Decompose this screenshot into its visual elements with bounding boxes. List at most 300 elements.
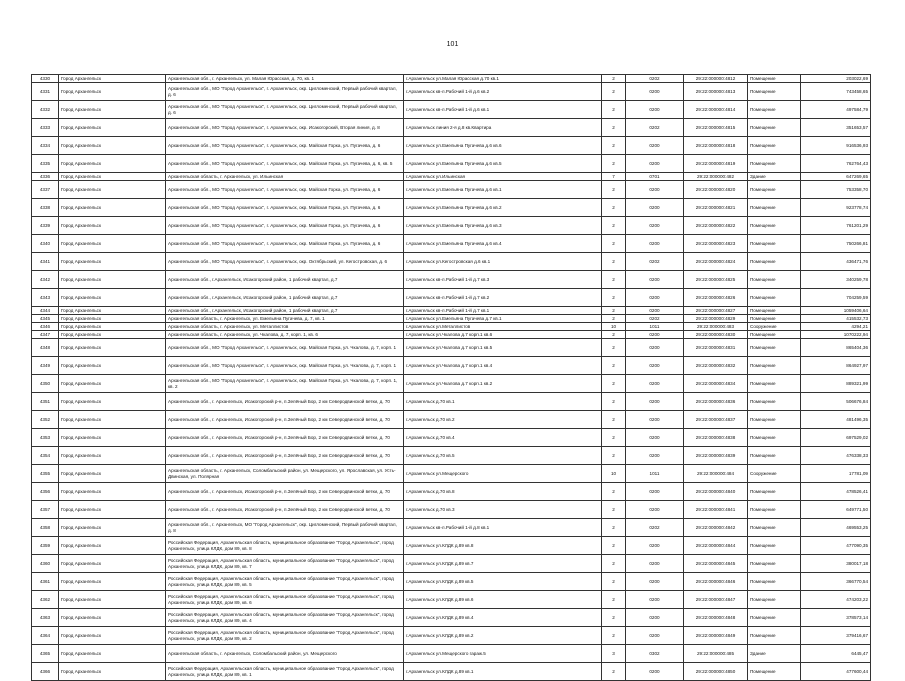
- owner-cell: Город Архангельск: [59, 181, 166, 199]
- class-code-cell: 2: [602, 331, 626, 339]
- row-number: 4357: [32, 501, 59, 519]
- cadastral-value-cell: 436471,76: [801, 253, 871, 271]
- type-code-cell: 0200: [626, 573, 684, 591]
- row-number: 4360: [32, 555, 59, 573]
- class-code-cell: 3: [602, 645, 626, 663]
- owner-cell: Город Архангельск: [59, 155, 166, 173]
- table-row: [32, 253, 871, 271]
- cadastral-number-cell: 29:22:000000:4813: [684, 83, 748, 101]
- object-type-cell: Помещение: [748, 307, 801, 315]
- address-cell: Архангельская область, г. Архангельск, Соломбальский район, ул. Мещерского: [166, 645, 404, 663]
- type-code-cell: 0202: [626, 519, 684, 537]
- cadastral-number-cell: 29:22:000000:4830: [684, 331, 748, 339]
- cadastral-number-cell: 29:22:000000:4826: [684, 289, 748, 307]
- address-cell: Архангельская обл., г. Архангельск, Исакогорский р-н, п.Зелёный Бор, 2 км Северодвинской ветки, д. 70: [166, 483, 404, 501]
- cadastral-number-cell: 29:22:000000:4838: [684, 429, 748, 447]
- type-code-cell: 0200: [626, 429, 684, 447]
- cadastral-value-cell: 864927,97: [801, 357, 871, 375]
- address-cell: Архангельская обл., г. Архангельск, МО "Город Архангельск", окр. Цигломенский, Первый рабочий квартал, д. 8: [166, 519, 404, 537]
- row-number: 4355: [32, 465, 59, 483]
- owner-cell: Город Архангельск: [59, 555, 166, 573]
- cadastral-value-cell: 340259,78: [801, 271, 871, 289]
- cadastral-value-cell: 1059406,64: [801, 307, 871, 315]
- row-number: 4338: [32, 199, 59, 217]
- type-code-cell: 0202: [626, 315, 684, 323]
- cadastral-value-cell: 6445,47: [801, 645, 871, 663]
- short-address-cell: г.Архангельск ул.КЛДК д.89 кв.4: [404, 609, 602, 627]
- owner-cell: Город Архангельск: [59, 235, 166, 253]
- address-cell: Архангельская обл., г. Архангельск, Исакогорский р-н, п.Зелёный Бор, 2 км Северодвинской ветки, д. 70: [166, 411, 404, 429]
- address-cell: Российская Федерация, Архангельская область, муниципальное образование "Город Архангельск", город Архангельск, улица КЛДК, дом 89, кв. 7: [166, 555, 404, 573]
- owner-cell: Город Архангельск: [59, 465, 166, 483]
- cadastral-number-cell: 29:22:000000:4848: [684, 609, 748, 627]
- object-type-cell: Помещение: [748, 289, 801, 307]
- short-address-cell: г.Архангельск ул.Емельяна Пугачева д.6 кв.3: [404, 217, 602, 235]
- type-code-cell: 0200: [626, 307, 684, 315]
- address-cell: Архангельская обл., МО "Город Архангельск", г. Архангельск, окр. Майская Горка, ул. Пугачева, д. 6: [166, 235, 404, 253]
- address-cell: Архангельская обл., МО "Город Архангельск", г. Архангельск, окр. Майская Горка, ул. Пугачева, д. 6: [166, 137, 404, 155]
- cadastral-value-cell: 743458,65: [801, 83, 871, 101]
- table-row: [32, 119, 871, 137]
- cadastral-number-cell: 29:22:000000:4827: [684, 307, 748, 315]
- object-type-cell: Помещение: [748, 627, 801, 645]
- table-row: [32, 217, 871, 235]
- cadastral-value-cell: 497584,79: [801, 101, 871, 119]
- type-code-cell: 0200: [626, 393, 684, 411]
- cadastral-value-cell: 506676,84: [801, 393, 871, 411]
- table-row: [32, 447, 871, 465]
- address-cell: Архангельская обл., МО "Город Архангельск", г. Архангельск, окр. Майская Горка, ул. Пугачева, д. 6: [166, 217, 404, 235]
- class-code-cell: 2: [602, 483, 626, 501]
- cadastral-number-cell: 29:22:000000:4839: [684, 447, 748, 465]
- cadastral-number-cell: 29:22:000000:4815: [684, 119, 748, 137]
- type-code-cell: 0200: [626, 83, 684, 101]
- cadastral-number-cell: 29:22:000000:4821: [684, 199, 748, 217]
- owner-cell: Город Архангельск: [59, 357, 166, 375]
- object-type-cell: Помещение: [748, 555, 801, 573]
- owner-cell: Город Архангельск: [59, 331, 166, 339]
- type-code-cell: 0200: [626, 331, 684, 339]
- address-cell: Архангельская обл., МО "Город Архангельск", г. Архангельск, окр. Цигломенский, Первый рабочий квартал, д. 6: [166, 83, 404, 101]
- class-code-cell: 2: [602, 609, 626, 627]
- cadastral-value-cell: 647269,65: [801, 173, 871, 181]
- table-row: [32, 393, 871, 411]
- owner-cell: Город Архангельск: [59, 627, 166, 645]
- cadastral-number-cell: 29:22:000000:4819: [684, 155, 748, 173]
- row-number: 4341: [32, 253, 59, 271]
- table-row: [32, 339, 871, 357]
- object-type-cell: Помещение: [748, 537, 801, 555]
- cadastral-number-cell: 29:22:000000:4846: [684, 573, 748, 591]
- short-address-cell: г.Архангельск кв-л.Рабочий 1-й д.6 кв.1: [404, 101, 602, 119]
- type-code-cell: 0200: [626, 101, 684, 119]
- type-code-cell: 0200: [626, 501, 684, 519]
- table-row: [32, 137, 871, 155]
- owner-cell: Город Архангельск: [59, 375, 166, 393]
- short-address-cell: г.Архангельск ул.Емельяна Пугачева д.7 кв.1: [404, 315, 602, 323]
- type-code-cell: 1011: [626, 323, 684, 331]
- type-code-cell: 0200: [626, 199, 684, 217]
- row-number: 4348: [32, 339, 59, 357]
- cadastral-value-cell: 477090,35: [801, 537, 871, 555]
- owner-cell: Город Архангельск: [59, 119, 166, 137]
- cadastral-value-cell: 761201,29: [801, 217, 871, 235]
- short-address-cell: г.Архангельск ул.Емельяна Пугачева д.6 кв.4: [404, 235, 602, 253]
- property-registry-table: [31, 74, 871, 681]
- short-address-cell: г.Архангельск ул.Мещерского гараж.5: [404, 645, 602, 663]
- class-code-cell: 2: [602, 271, 626, 289]
- owner-cell: Город Архангельск: [59, 101, 166, 119]
- cadastral-value-cell: 916536,93: [801, 137, 871, 155]
- cadastral-number-cell: 29:22:000000:4829: [684, 315, 748, 323]
- cadastral-number-cell: 29:22:000000:4849: [684, 627, 748, 645]
- class-code-cell: 2: [602, 101, 626, 119]
- class-code-cell: 2: [602, 83, 626, 101]
- short-address-cell: г.Архангельск ул.Кегостровская д.6 кв.1: [404, 253, 602, 271]
- row-number: 4331: [32, 83, 59, 101]
- type-code-cell: 0200: [626, 137, 684, 155]
- row-number: 4342: [32, 271, 59, 289]
- type-code-cell: 1011: [626, 465, 684, 483]
- table-row: [32, 519, 871, 537]
- row-number: 4354: [32, 447, 59, 465]
- short-address-cell: г.Архангельск кв-л.Рабочий 1-й д.7 кв.2: [404, 289, 602, 307]
- row-number: 4333: [32, 119, 59, 137]
- owner-cell: Город Архангельск: [59, 315, 166, 323]
- type-code-cell: 0200: [626, 663, 684, 681]
- address-cell: Архангельская область, г. Архангельск, ул. Металлистов: [166, 323, 404, 331]
- object-type-cell: Помещение: [748, 137, 801, 155]
- class-code-cell: 2: [602, 573, 626, 591]
- row-number: 4358: [32, 519, 59, 537]
- cadastral-value-cell: 923778,74: [801, 199, 871, 217]
- cadastral-number-cell: 29:22:000000:4836: [684, 393, 748, 411]
- table-row: [32, 199, 871, 217]
- address-cell: Российская Федерация, Архангельская область, муниципальное образование "Город Архангельск", город Архангельск, улица КЛДК, дом 89, кв. 2: [166, 627, 404, 645]
- cadastral-value-cell: 750266,81: [801, 235, 871, 253]
- short-address-cell: г.Архангельск ул.КЛДК д.89 кв.7: [404, 555, 602, 573]
- type-code-cell: 0200: [626, 235, 684, 253]
- table-row: [32, 289, 871, 307]
- row-number: 4336: [32, 173, 59, 181]
- row-number: 4351: [32, 393, 59, 411]
- object-type-cell: Помещение: [748, 501, 801, 519]
- cadastral-number-cell: 29:22:000000:4831: [684, 339, 748, 357]
- row-number: 4340: [32, 235, 59, 253]
- cadastral-number-cell: 29:22:000000:484: [684, 465, 748, 483]
- address-cell: Архангельская обл., МО "Город Архангельск", г. Архангельск, окр. Исакогорский, Вторая линия, д. 8: [166, 119, 404, 137]
- cadastral-number-cell: 29:22:000000:4812: [684, 75, 748, 83]
- class-code-cell: 10: [602, 465, 626, 483]
- cadastral-number-cell: 29:22:000000:4824: [684, 253, 748, 271]
- cadastral-value-cell: 477600,44: [801, 663, 871, 681]
- table-row: [32, 357, 871, 375]
- object-type-cell: Помещение: [748, 199, 801, 217]
- object-type-cell: Помещение: [748, 663, 801, 681]
- address-cell: Архангельская обл., МО "Город Архангельск", г. Архангельск, окр. Майская Горка, ул. Пугачева, д. 6, кв. 5: [166, 155, 404, 173]
- address-cell: Российская Федерация, Архангельская область, муниципальное образование "Город Архангельск", город Архангельск, улица КЛДК, дом 89, кв. 5: [166, 573, 404, 591]
- short-address-cell: г.Архангельск ул.Чкалова д.7 корп.1 кв.5: [404, 339, 602, 357]
- class-code-cell: 2: [602, 217, 626, 235]
- row-number: 4335: [32, 155, 59, 173]
- address-cell: Российская Федерация, Архангельская область, муниципальное образование "Город Архангельск", город Архангельск, улица КЛДК, дом 89, кв. 1: [166, 663, 404, 681]
- row-number: 4353: [32, 429, 59, 447]
- cadastral-value-cell: 889321,99: [801, 375, 871, 393]
- cadastral-value-cell: 649771,50: [801, 501, 871, 519]
- owner-cell: Город Архангельск: [59, 289, 166, 307]
- class-code-cell: 2: [602, 307, 626, 315]
- address-cell: Архангельская обл., МО "Город Архангельск", г. Архангельск, окр. Майская Горка, ул. Чкалова, д. 7, корп. 1, кв. 2: [166, 375, 404, 393]
- row-number: 4364: [32, 627, 59, 645]
- class-code-cell: 2: [602, 253, 626, 271]
- short-address-cell: г.Архангельск ул.Малая Юрасская д.70 кв.1: [404, 75, 602, 83]
- object-type-cell: Помещение: [748, 411, 801, 429]
- row-number: 4337: [32, 181, 59, 199]
- owner-cell: Город Архангельск: [59, 501, 166, 519]
- table-row: [32, 627, 871, 645]
- cadastral-number-cell: 29:22:000000:4847: [684, 591, 748, 609]
- object-type-cell: Помещение: [748, 119, 801, 137]
- cadastral-number-cell: 29:22:000000:4850: [684, 663, 748, 681]
- owner-cell: Город Архангельск: [59, 323, 166, 331]
- object-type-cell: Помещение: [748, 357, 801, 375]
- type-code-cell: 0701: [626, 173, 684, 181]
- type-code-cell: 0200: [626, 181, 684, 199]
- short-address-cell: г.Архангельск ул.КЛДК д.89 кв.1: [404, 663, 602, 681]
- cadastral-number-cell: 29:22:000000:4822: [684, 217, 748, 235]
- address-cell: Архангельская обл., МО "Город Архангельск", г. Архангельск, окр. Майская Горка, ул. Чкалова, д. 7, корп. 1: [166, 357, 404, 375]
- address-cell: Архангельская обл., г. Архангельск, ул. Малая Юрасская, д. 70, кв. 1: [166, 75, 404, 83]
- class-code-cell: 2: [602, 519, 626, 537]
- class-code-cell: 2: [602, 181, 626, 199]
- cadastral-number-cell: 29:22:000000:4832: [684, 357, 748, 375]
- object-type-cell: Сооружение: [748, 323, 801, 331]
- table-row: [32, 429, 871, 447]
- type-code-cell: 0200: [626, 339, 684, 357]
- table-row: [32, 271, 871, 289]
- cadastral-value-cell: 378573,14: [801, 609, 871, 627]
- address-cell: Архангельская обл., г.Архангельск, Исакогорский район, 1 рабочий квартал, д.7: [166, 289, 404, 307]
- short-address-cell: г.Архангельск кв-л.Рабочий 1-й д.7 кв.1: [404, 307, 602, 315]
- table-row: [32, 173, 871, 181]
- type-code-cell: 0200: [626, 289, 684, 307]
- object-type-cell: Помещение: [748, 375, 801, 393]
- object-type-cell: Помещение: [748, 591, 801, 609]
- short-address-cell: г.Архангельск ул.Чкалова д.7 корп.1 кв.6: [404, 331, 602, 339]
- short-address-cell: г.Архангельск д.70 кв.2: [404, 411, 602, 429]
- class-code-cell: 2: [602, 555, 626, 573]
- owner-cell: Город Архангельск: [59, 137, 166, 155]
- row-number: 4343: [32, 289, 59, 307]
- cadastral-value-cell: 1070222,94: [801, 331, 871, 339]
- class-code-cell: 2: [602, 411, 626, 429]
- type-code-cell: 0200: [626, 155, 684, 173]
- address-cell: Архангельская обл., МО "Город Архангельск", г. Архангельск, окр. Октябрьский, ул. Кегостровская, д. 6: [166, 253, 404, 271]
- row-number: 4344: [32, 307, 59, 315]
- short-address-cell: г.Архангельск д.70 кв.3: [404, 501, 602, 519]
- short-address-cell: г.Архангельск линия 2-я д.8 кв.Квартира: [404, 119, 602, 137]
- object-type-cell: Помещение: [748, 155, 801, 173]
- table-row: [32, 411, 871, 429]
- table-row: [32, 609, 871, 627]
- object-type-cell: Помещение: [748, 101, 801, 119]
- class-code-cell: 10: [602, 323, 626, 331]
- cadastral-number-cell: 29:22:000000:4823: [684, 235, 748, 253]
- cadastral-value-cell: 865404,36: [801, 339, 871, 357]
- object-type-cell: Помещение: [748, 253, 801, 271]
- short-address-cell: г.Архангельск ул.КЛДК д.89 кв.2: [404, 627, 602, 645]
- object-type-cell: Помещение: [748, 339, 801, 357]
- short-address-cell: г.Архангельск ул.Емельяна Пугачева д.6 кв.5: [404, 155, 602, 173]
- address-cell: Архангельская обл., г. Архангельск, Исакогорский р-н, п.Зелёный Бор, 2 км Северодвинской ветки, д. 70: [166, 447, 404, 465]
- object-type-cell: Помещение: [748, 331, 801, 339]
- address-cell: Архангельская область, г. Архангельск, Соломбальский район, ул. Мещерского, ул. Ярославская, ул. Усть-Двинская, ул. Полярная: [166, 465, 404, 483]
- address-cell: Архангельская обл., г.Архангельск, Исакогорский район, 1 рабочий квартал, д.7: [166, 307, 404, 315]
- object-type-cell: Помещение: [748, 573, 801, 591]
- address-cell: Российская Федерация, Архангельская область, муниципальное образование "Город Архангельск", город Архангельск, улица КЛДК, дом 89, кв. 8: [166, 537, 404, 555]
- row-number: 4345: [32, 315, 59, 323]
- cadastral-value-cell: 4294,21: [801, 323, 871, 331]
- short-address-cell: г.Архангельск кв-л.Рабочий 1-й д.7 кв.3: [404, 271, 602, 289]
- short-address-cell: г.Архангельск д.70 кв.8: [404, 483, 602, 501]
- address-cell: Архангельская область, г. Архангельск, ул. Ильинская: [166, 173, 404, 181]
- owner-cell: Город Архангельск: [59, 83, 166, 101]
- class-code-cell: 2: [602, 591, 626, 609]
- table-row: [32, 307, 871, 315]
- table-row: [32, 83, 871, 101]
- class-code-cell: 2: [602, 393, 626, 411]
- registry-rows: [32, 75, 871, 681]
- owner-cell: Город Архангельск: [59, 199, 166, 217]
- table-row: [32, 501, 871, 519]
- class-code-cell: 7: [602, 173, 626, 181]
- owner-cell: Город Архангельск: [59, 75, 166, 83]
- address-cell: Российская Федерация, Архангельская область, муниципальное образование "Город Архангельск", город Архангельск, улица КЛДК, дом 89, кв. 6: [166, 591, 404, 609]
- type-code-cell: 0202: [626, 253, 684, 271]
- short-address-cell: г.Архангельск кв-л.Рабочий 1-й д.6 кв.2: [404, 83, 602, 101]
- short-address-cell: г.Архангельск ул.Емельяна Пугачева д.6 кв.2: [404, 199, 602, 217]
- table-row: [32, 465, 871, 483]
- cadastral-number-cell: 29:22:000000:4844: [684, 537, 748, 555]
- short-address-cell: г.Архангельск ул.Чкалова д.7 корп.1 кв.4: [404, 357, 602, 375]
- owner-cell: Город Архангельск: [59, 609, 166, 627]
- table-row: [32, 323, 871, 331]
- type-code-cell: 0200: [626, 271, 684, 289]
- object-type-cell: Помещение: [748, 393, 801, 411]
- table-row: [32, 155, 871, 173]
- object-type-cell: Помещение: [748, 181, 801, 199]
- cadastral-number-cell: 29:22:000000:4820: [684, 181, 748, 199]
- short-address-cell: г.Архангельск ул.Мещерского: [404, 465, 602, 483]
- type-code-cell: 0200: [626, 447, 684, 465]
- row-number: 4361: [32, 573, 59, 591]
- row-number: 4334: [32, 137, 59, 155]
- short-address-cell: г.Архангельск ул.Емельяна Пугачева д.6 кв.1: [404, 181, 602, 199]
- table-row: [32, 573, 871, 591]
- cadastral-value-cell: 469553,25: [801, 519, 871, 537]
- owner-cell: Город Архангельск: [59, 411, 166, 429]
- class-code-cell: 2: [602, 137, 626, 155]
- owner-cell: Город Архангельск: [59, 173, 166, 181]
- class-code-cell: 2: [602, 537, 626, 555]
- table-row: [32, 645, 871, 663]
- row-number: 4363: [32, 609, 59, 627]
- class-code-cell: 2: [602, 315, 626, 323]
- address-cell: Архангельская обл., г.Архангельск, Исакогорский район, 1 рабочий квартал, д.7: [166, 271, 404, 289]
- address-cell: Архангельская обл., г. Архангельск, Исакогорский р-н, п.Зелёный Бор, 2 км Северодвинской ветки, д. 70: [166, 393, 404, 411]
- object-type-cell: Помещение: [748, 271, 801, 289]
- class-code-cell: 2: [602, 235, 626, 253]
- owner-cell: Город Архангельск: [59, 483, 166, 501]
- cadastral-number-cell: 29:22:000000:4814: [684, 101, 748, 119]
- row-number: 4352: [32, 411, 59, 429]
- object-type-cell: Помещение: [748, 315, 801, 323]
- class-code-cell: 2: [602, 155, 626, 173]
- cadastral-number-cell: 29:22:000000:4841: [684, 501, 748, 519]
- owner-cell: Город Архангельск: [59, 429, 166, 447]
- class-code-cell: 2: [602, 339, 626, 357]
- short-address-cell: г.Архангельск д.70 кв.5: [404, 447, 602, 465]
- short-address-cell: г.Архангельск ул.КЛДК д.89 кв.8: [404, 537, 602, 555]
- row-number: 4365: [32, 645, 59, 663]
- cadastral-value-cell: 762764,43: [801, 155, 871, 173]
- address-cell: Архангельская обл., г. Архангельск, Исакогорский р-н, п.Зелёный Бор, 2 км Северодвинской ветки, д. 70: [166, 429, 404, 447]
- object-type-cell: Помещение: [748, 519, 801, 537]
- row-number: 4346: [32, 323, 59, 331]
- short-address-cell: г.Архангельск ул.Ильинская: [404, 173, 602, 181]
- table-row: [32, 663, 871, 681]
- owner-cell: Город Архангельск: [59, 573, 166, 591]
- short-address-cell: г.Архангельск д.70 кв.4: [404, 429, 602, 447]
- type-code-cell: 0200: [626, 375, 684, 393]
- owner-cell: Город Архангельск: [59, 537, 166, 555]
- table-row: [32, 235, 871, 253]
- class-code-cell: 2: [602, 375, 626, 393]
- object-type-cell: Помещение: [748, 217, 801, 235]
- cadastral-number-cell: 29:22:000000:482: [684, 173, 748, 181]
- row-number: 4366: [32, 663, 59, 681]
- cadastral-value-cell: 351653,57: [801, 119, 871, 137]
- object-type-cell: Помещение: [748, 483, 801, 501]
- class-code-cell: 2: [602, 199, 626, 217]
- address-cell: Российская Федерация, Архангельская область, муниципальное образование "Город Архангельск", город Архангельск, улица КЛДК, дом 89, кв. 4: [166, 609, 404, 627]
- cadastral-value-cell: 415532,73: [801, 315, 871, 323]
- table-row: [32, 555, 871, 573]
- page-number: 101: [446, 41, 459, 48]
- class-code-cell: 2: [602, 119, 626, 137]
- address-cell: Архангельская обл., МО "Город Архангельск", г. Архангельск, окр. Майская Горка, ул. Пугачева, д. 6: [166, 181, 404, 199]
- type-code-cell: 0200: [626, 217, 684, 235]
- row-number: 4332: [32, 101, 59, 119]
- cadastral-value-cell: 380017,18: [801, 555, 871, 573]
- type-code-cell: 0200: [626, 357, 684, 375]
- type-code-cell: 0202: [626, 75, 684, 83]
- object-type-cell: Сооружение: [748, 465, 801, 483]
- owner-cell: Город Архангельск: [59, 645, 166, 663]
- type-code-cell: 0200: [626, 609, 684, 627]
- table-row: [32, 537, 871, 555]
- table-row: [32, 181, 871, 199]
- cadastral-number-cell: 29:22:000000:4834: [684, 375, 748, 393]
- table-row: [32, 331, 871, 339]
- short-address-cell: г.Архангельск д.70 кв.1: [404, 393, 602, 411]
- row-number: 4359: [32, 537, 59, 555]
- class-code-cell: 2: [602, 289, 626, 307]
- cadastral-value-cell: 476338,33: [801, 447, 871, 465]
- table-row: [32, 315, 871, 323]
- cadastral-number-cell: 29:22:000000:4840: [684, 483, 748, 501]
- owner-cell: Город Архангельск: [59, 271, 166, 289]
